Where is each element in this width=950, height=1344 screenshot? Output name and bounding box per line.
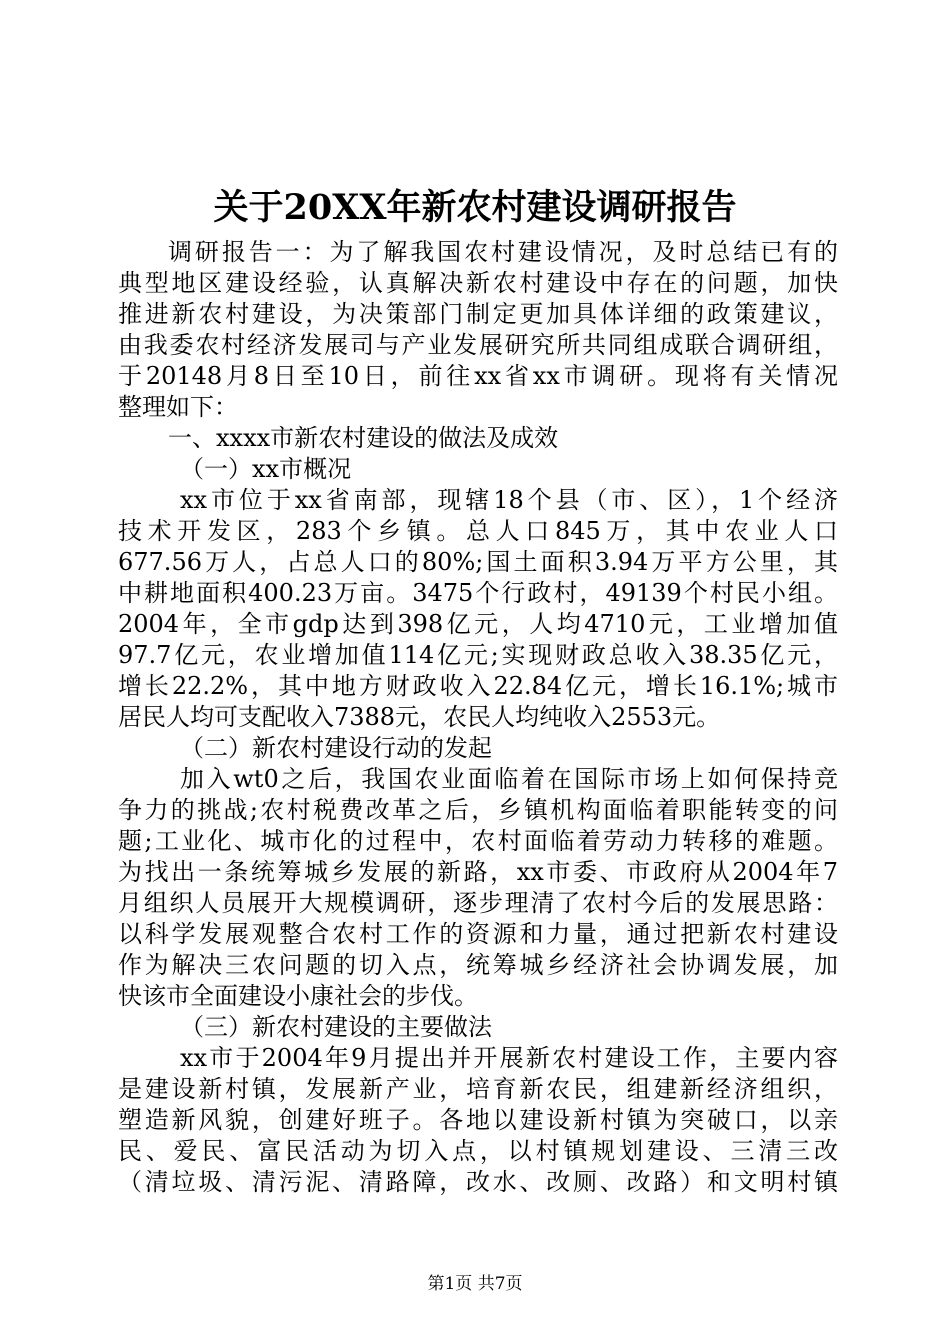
paragraph-line: 97.7亿元，农业增加值114亿元;实现财政总收入38.35亿元， [118, 641, 838, 669]
paragraph-line: 677.56万人，占总人口的80%;国土面积3.94万平方公里，其 [118, 548, 838, 576]
paragraph-line: 快该市全面建设小康社会的步伐。 [118, 982, 478, 1010]
paragraph-line: （清垃圾、清污泥、清路障，改水、改厕、改路）和文明村镇 [118, 1168, 838, 1196]
subsection-heading: （三）新农村建设的主要做法 [180, 1013, 492, 1041]
paragraph-line: xx市于2004年9月提出并开展新农村建设工作，主要内容 [180, 1044, 838, 1072]
document-body [118, 237, 838, 1198]
paragraph-line: 是建设新村镇，发展新产业，培育新农民，组建新经济组织， [118, 1075, 838, 1103]
paragraph-line: 由我委农村经济发展司与产业发展研究所共同组成联合调研组， [118, 331, 838, 359]
section-heading: 一、xxxx市新农村建设的做法及成效 [168, 424, 559, 452]
paragraph-line: 调研报告一：为了解我国农村建设情况，及时总结已有的 [168, 238, 838, 266]
paragraph-line: 民、爱民、富民活动为切入点，以村镇规划建设、三清三改 [118, 1137, 838, 1165]
paragraph-line: 月组织人员展开大规模调研，逐步理清了农村今后的发展思路： [118, 889, 838, 917]
paragraph-line: 推进新农村建设，为决策部门制定更加具体详细的政策建议， [118, 300, 838, 328]
paragraph-line: 为找出一条统筹城乡发展的新路，xx市委、市政府从2004年7 [118, 858, 838, 886]
paragraph-line: 塑造新风貌，创建好班子。各地以建设新村镇为突破口，以亲 [118, 1106, 838, 1134]
subsection-heading: （二）新农村建设行动的发起 [180, 734, 492, 762]
paragraph-line: 于20148月8日至10日，前往xx省xx市调研。现将有关情况 [118, 362, 838, 390]
paragraph-line: 争力的挑战;农村税费改革之后，乡镇机构面临着职能转变的问 [118, 796, 838, 824]
paragraph-line: 2004年，全市gdp达到398亿元，人均4710元，工业增加值 [118, 610, 838, 638]
paragraph-line: 作为解决三农问题的切入点，统筹城乡经济社会协调发展，加 [118, 951, 838, 979]
paragraph-line: 典型地区建设经验，认真解决新农村建设中存在的问题，加快 [118, 269, 838, 297]
paragraph-line: 中耕地面积400.23万亩。3475个行政村，49139个村民小组。 [118, 579, 838, 607]
paragraph-line: 加入wt0之后，我国农业面临着在国际市场上如何保持竞 [180, 765, 838, 793]
subsection-heading: （一）xx市概况 [180, 455, 352, 483]
paragraph-line: 以科学发展观整合农村工作的资源和力量，通过把新农村建设 [118, 920, 838, 948]
paragraph-line: 增长22.2%，其中地方财政收入22.84亿元，增长16.1%;城市 [118, 672, 838, 700]
page-footer: 第1页 共7页 [427, 1274, 523, 1294]
paragraph-line: xx市位于xx省南部，现辖18个县（市、区），1个经济 [180, 486, 838, 514]
paragraph-line: 整理如下： [118, 393, 238, 421]
document-title: 关于20XX年新农村建设调研报告 [213, 187, 737, 228]
paragraph-line: 居民人均可支配收入7388元，农民人均纯收入2553元。 [118, 703, 721, 731]
paragraph-line: 技术开发区，283个乡镇。总人口845万，其中农业人口 [118, 517, 838, 545]
paragraph-line: 题;工业化、城市化的过程中，农村面临着劳动力转移的难题。 [118, 827, 838, 855]
